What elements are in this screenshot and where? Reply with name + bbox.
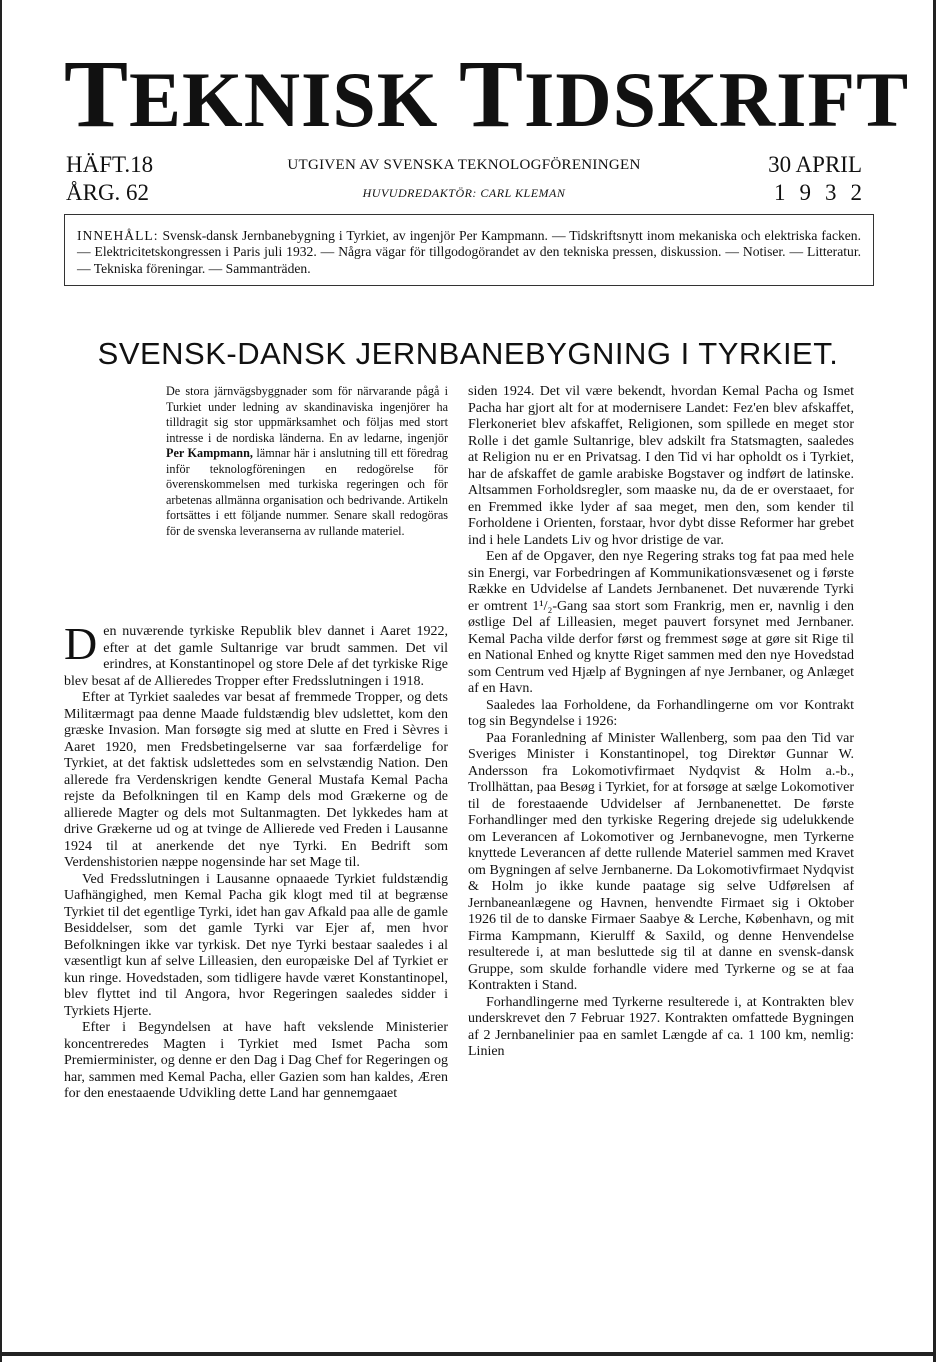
- contents-label: INNEHÅLL:: [77, 228, 159, 243]
- intro-text-a: De stora järnvägsbyggnader som för närvarande pågå i Turkiet under ledning av skandinaviska ingenjörer ha tilldragit sig stor uppmärksamhet och följas med stort intresse i de nordiska länderna. En av ledarne, ingenjör: [166, 384, 448, 445]
- masthead-initial-2: T: [458, 40, 524, 147]
- bottom-border-rule: [0, 1352, 936, 1356]
- paragraph: Een af de Opgaver, den nye Regering straks tog fat paa med hele sin Energi, var Forbedringen af Kommunikationsvæsenet og i første Række en Udvidelse af Landets Jernbanenet. Det nuværende Tyrki er omtrent 1¹/₂-Gang saa stort som Frankrig, men er, navnlig i den østlige Del af Lilleasien, meget pauvert forsynet med Jernbaner. Kemal Pacha vilde derfor først og fremmest søge at gøre sit Rige til en National Enhed og knytte Riget sammen med den nye Hovedstad som Centrum ved Hjælp af Bygningen af nye Jernbaner, og Anlæget af en Havn.: [468, 549, 854, 696]
- article-introduction: [166, 384, 448, 539]
- issue-volume: ÅRG. 62: [66, 180, 150, 205]
- article-column-right: [468, 384, 854, 1061]
- issue-date: 30 APRIL: [768, 152, 862, 177]
- publisher-line: UTGIVEN AV SVENSKA TEKNOLOGFÖRENINGEN: [287, 157, 641, 173]
- editor-line: HUVUDREDAKTÖR: CARL KLEMAN: [362, 186, 566, 200]
- masthead-word-2: IDSKRIFT: [524, 56, 910, 143]
- masthead-word-1: EKNISK: [129, 56, 439, 143]
- intro-text-b: lämnar här i anslutning till ett föredrag inför teknologföreningen en redogörelse för överenskommelsen med turkiska regeringen och för arbetenas allmänna organisation och bedrivande. Artikeln fortsättes i ett följande nummer. Senare skall redogöras för de svenska leveranserna av rullande materiel.: [166, 446, 448, 538]
- paragraph: Forhandlingerne med Tyrkerne resulterede i, at Kontrakten blev underskrevet den 7 Februar 1927. Kontrakten omfattede Bygningen af 2 Jernbanelinier paa en samlet Længde af ca. 1 100 km, nemlig: Linien: [468, 994, 854, 1059]
- issue-number-block: [66, 151, 153, 207]
- paragraph: Efter at Tyrkiet saaledes var besat af fremmede Tropper, og dets Militærmagt paa denne Maade fuldstændig blev udslettet, kom den græske Invasion. Man forsøgte sig med at slutte en Fred i Sèvres i Aaret 1920, men Fredsbetingelserne var saa forfærdelige for Tyrkiet, at det faktisk udslettedes som en selvstændig Nation. Den allerede fra Verdenskrigen kendte General Mustafa Kemal Pacha rejste da Befolkningen til en Kamp dels mod Grækerne og de allierede Magter og dels mot Sultanmagten. Det lykkedes ham at drive Grækerne ud og at tvinge de Allierede ved Freden i Lausanne 1924 til at anerkende det nye Tyrki. En Bedrift som Verdenshistorien næppe nogensinde har set Mage til.: [64, 690, 448, 870]
- issue-number: HÄFT.18: [66, 152, 154, 177]
- masthead-title: [64, 40, 910, 147]
- paragraph: Saaledes laa Forholdene, da Forhandlingerne om vor Kontrakt tog sin Begyndelse i 1926:: [468, 697, 854, 729]
- left-border-rule: [0, 0, 2, 1362]
- intro-author: Per Kampmann,: [166, 446, 253, 460]
- contents-text: Svensk-dansk Jernbanebygning i Tyrkiet, av ingenjör Per Kampmann. — Tidskriftsnytt inom mekaniska och elektriska facken. — Elektricitetskongressen i Paris juli 1932. — Några vägar för tillgodogörandet av den tekniska pressen, diskussion. — Notiser. — Litteratur. — Tekniska föreningar. — Sammanträden.: [77, 228, 861, 276]
- masthead-initial-1: T: [64, 40, 130, 147]
- issue-date-block: [768, 151, 876, 207]
- paragraph: Ved Fredsslutningen i Lausanne opnaaede Tyrkiet fuldstændig Uafhängighed, men Kemal Pacha gik klogt med til at begrænse Tyrkiet til det egentlige Tyrki, idet han gav Afkald paa alle de gamle Besiddelser, som det gamle Tyrki var Ejer af, men hvor Befolkningen ikke var tyrkisk. Det nye Tyrki bestaar saaledes i al væsentligt kun af selve Lilleasien, den europæiske Del af Tyrkiet er kun ringe. Hovedstaden, som tidligere havde været Konstantinopel, blev flyttet ind til Angora, hvor Regeringen saaledes sidder i Tyrkiets Hjerte.: [64, 871, 448, 1019]
- issue-year: 1932: [774, 180, 876, 205]
- table-of-contents-box: [64, 214, 874, 286]
- article-title: SVENSK-DANSK JERNBANEBYGNING I TYRKIET.: [97, 336, 839, 371]
- paragraph: Paa Foranledning af Minister Wallenberg, som paa den Tid var Sveriges Minister i Konstantinopel, tog Direktør Gunnar W. Andersson fra Lokomotivfirmaet Nydqvist & Holm a.-b., Trollhättan, paa Besøg i Tyrkiet, for at forsøge at sælge Lokomotiver til de forestaaende Udvidelser af Jernbanenettet. De første Forhandlinger med den tyrkiske Regering drejede sig udelukkende om Leverancen af Lokomotiver og Jernbanevogne, men Tyrkerne knyttede Leverancen af dette rullende Materiel sammen med Kravet om Bygningen af selve Jernbanerne. Da Lokomotivfirmaet Nydqvist & Holm jo ikke kunde paatage sig selve Udførelsen af Jernbaneanlægene og Havnen, henvendte Firmaet sig i Oktober 1926 til de to danske Firmaer Saabye & Lerche, København, og mit Firma Kampmann, Kierulff & Saxild, og denne Henvendelse resulterede i, at man besluttede sig til at danne en svensk-dansk Gruppe, som skulde forhandle videre med Tyrkerne og se at faa Kontrakten i Stand.: [468, 730, 854, 993]
- drop-cap: D: [64, 618, 98, 669]
- paragraph: Efter i Begyndelsen at have haft vekslende Ministerier koncentreredes Magten i Tyrkiet med Ismet Pacha som Premierminister, og denne er den Dag i Dag Chef for Regeringen og har, sammen med Kemal Pacha, eller Gazien som han kaldes, Æren for den enestaaende Udvikling dette Land har gennemgaaet: [64, 1020, 448, 1101]
- paragraph: siden 1924. Det vil være bekendt, hvordan Kemal Pacha og Ismet Pacha har gjort alt for at modernisere Landet: Fez'en blev afskaffet, Flerkoneriet blev afskaffet, Religionen, som spillede en meget stor Rolle i det gamle Sultanrige, blev adskilt fra Statsmagten, saaledes at Religion nu er en Privatsag. I den Tid vi har opholdt os i Tyrkiet, har de afskaffet de gamle arabiske Bogstaver og indført de latinske. Altsammen Forholdsregler, som maaske nu, da de er overstaaet, for en Fremmed ikke lyder af saa meget, men den, som kender til Forholdene i Orienten, forstaar, hvor dybt disse Reformer har grebet ind i hele Landets Liv og hvor dristige de var.: [468, 384, 854, 548]
- paragraph: Den nuværende tyrkiske Republik blev dannet i Aaret 1922, efter at det gamle Sultanrige var brudt sammen. Det vil erindres, at Konstantinopel og store Dele af det tyrkiske Rige blev besat af de Allieredes Tropper efter Fredsslutningen i 1918.: [64, 618, 448, 689]
- article-column-left: [64, 618, 448, 1103]
